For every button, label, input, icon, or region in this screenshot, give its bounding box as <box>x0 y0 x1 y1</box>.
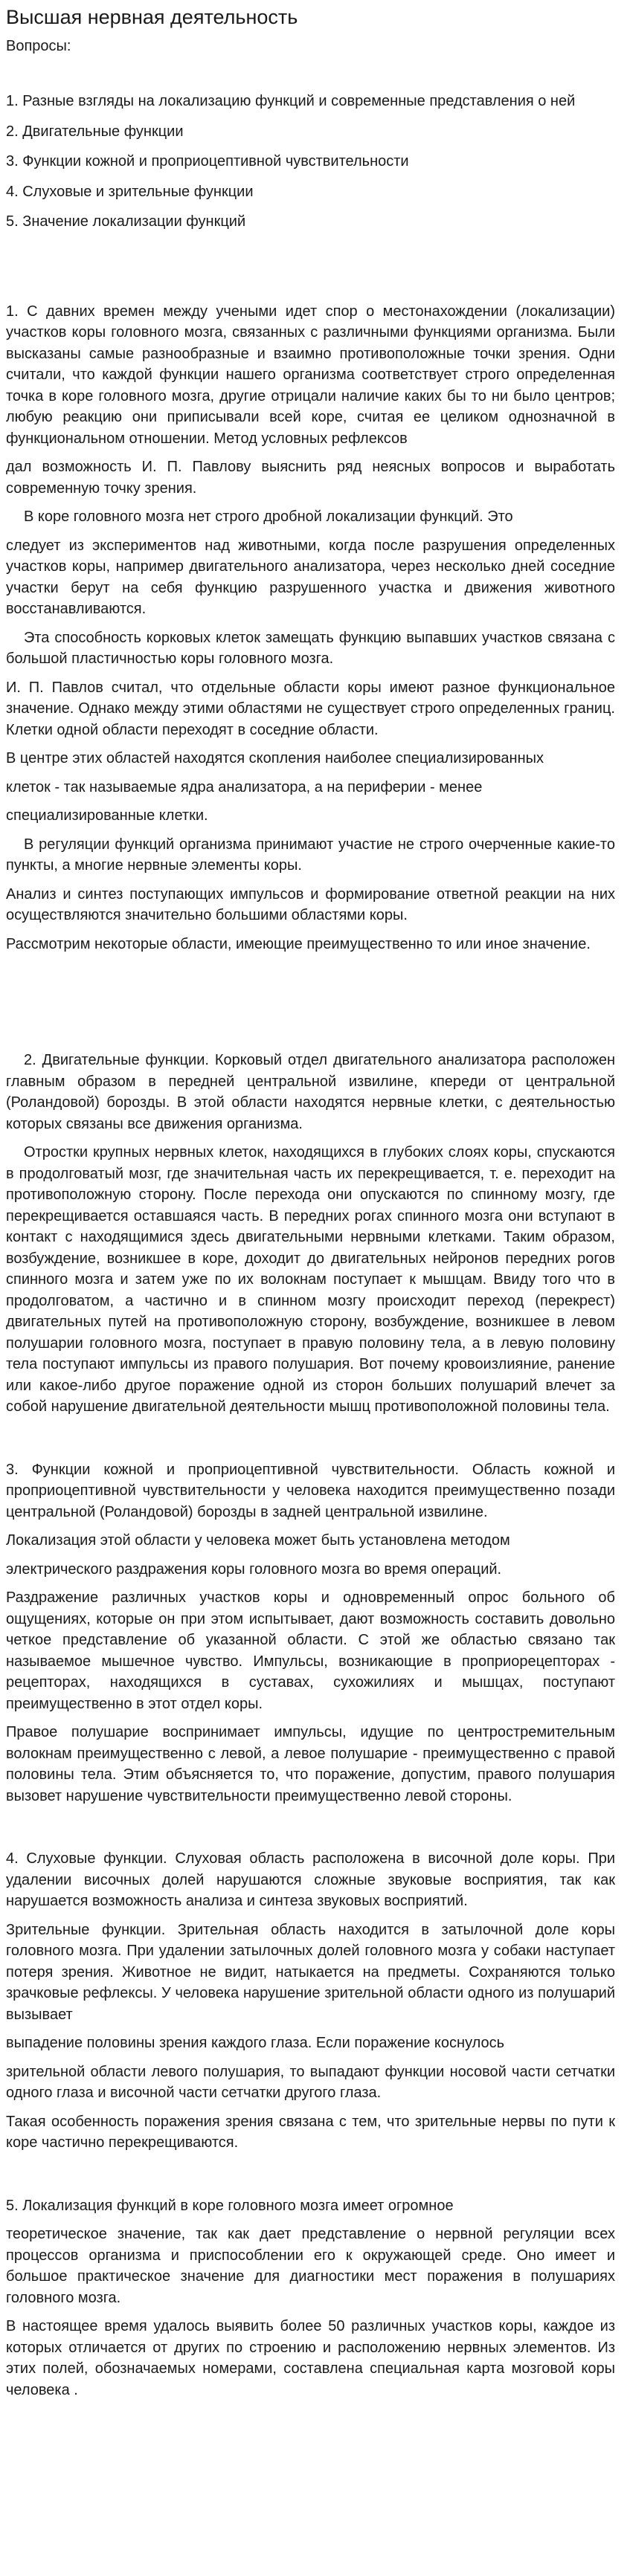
section-motor-functions <box>6 1050 615 1418</box>
spacer <box>6 1814 615 1848</box>
page-title: Высшая нервная деятельность <box>6 6 298 28</box>
paragraph: специализированные клетки. <box>6 807 208 824</box>
question-item: 3. Функции кожной и проприоцептивной чувствительности <box>6 153 409 170</box>
paragraph: теоретическое значение, так как дает представление о нервной регуляции всех процессов организма и приспособлении его к окружающей среде. Оно имеет и большое практическое значение для диагностики мест поражения в полушариях головного мозга. <box>6 2226 615 2306</box>
section-localization-views <box>6 301 615 955</box>
paragraph: В регуляции функций организма принимают участие не строго очерченные какие-то пункты, а многие нервные элементы коры. <box>6 836 615 874</box>
paragraph: 2. Двигательные функции. Корковый отдел двигательного анализатора расположен главным образом в передней центральной извилине, кпереди от центральной (Роландовой) борозды. В этой области находятся нервные клетки, с деятельностью которых связаны все движения организма. <box>6 1052 615 1132</box>
paragraph: выпадение половины зрения каждого глаза. Если поражение коснулось <box>6 2035 505 2051</box>
paragraph: Анализ и синтез поступающих импульсов и формирование ответной реакции на них осуществляются значительно большими областями коры. <box>6 885 615 923</box>
section-auditory-visual <box>6 1848 615 2154</box>
question-item: 1. Разные взгляды на локализацию функций и современные представления о ней <box>6 93 576 109</box>
question-item: 4. Слуховые и зрительные функции <box>6 183 254 200</box>
paragraph: В настоящее время удалось выявить более 50 различных участков коры, каждое из которых отличается от других по строению и расположению нервных элементов. Из этих полей, обозначаемых номерами, составлена специальная карта мозговой коры человека . <box>6 2318 615 2398</box>
paragraph: электрического раздражения коры головного мозга во время операций. <box>6 1560 502 1578</box>
paragraph: Эта способность корковых клеток замещать функцию выпавших участков связана с большой пластичностью коры головного мозга. <box>6 629 615 667</box>
questions-heading: Вопросы: <box>6 38 71 54</box>
spacer <box>6 2161 615 2195</box>
paragraph: 1. С давних времен между учеными идет спор о местонахождении (локализации) участков коры головного мозга, связанных с различными функциями организма. Были высказаны самые разнообразные и взаимно противоположные точки зрения. Одни считали, что каждой функции нашего организма соответствует строго определенная точка в коре головного мозга, другие отрицали наличие каких бы то ни было центров; любую реакцию они приписывали всей коре, считая ее целиком однозначной в функциональном отношении. Метод условных рефлексов <box>6 303 615 447</box>
section-skin-sensitivity <box>6 1459 615 1807</box>
paragraph: В коре головного мозга нет строго дробной локализации функций. Это <box>24 509 513 525</box>
question-item: 5. Значение локализации функций <box>6 213 246 230</box>
paragraph: клеток - так называемые ядра анализатора, а на периферии - менее <box>6 778 483 795</box>
section-localization-significance <box>6 2195 615 2401</box>
paragraph: 3. Функции кожной и проприоцептивной чувствительности. Область кожной и проприоцептивной чувствительности у человека находится преимущественно позади центральной (Роландовой) борозды в задней центральной извилине. <box>6 1461 615 1520</box>
paragraph: И. П. Павлов считал, что отдельные области коры имеют разное функциональное значение. Однако между этими областями не существует строго определенных границ. Клетки одной области переходят в соседние области. <box>6 679 615 738</box>
paragraph: Зрительные функции. Зрительная область находится в затылочной доле коры головного мозга. При удалении затылочных долей головного мозга у собаки наступает потеря зрения. Животное не видит, натыкается на предметы. Сохраняются только зрачковые рефлексы. У человека нарушение зрительной области одного из полушарий вызывает <box>6 1921 615 2023</box>
spacer <box>6 962 615 1050</box>
paragraph: следует из экспериментов над животными, когда после разрушения определенных участков коры, например двигательного анализатора, через несколько дней соседние участки берут на себя функцию разрушенного участка и движения животного восстанавливаются. <box>6 537 615 617</box>
paragraph: Рассмотрим некоторые области, имеющие преимущественно то или иное значение. <box>6 935 591 952</box>
spacer <box>6 1425 615 1459</box>
paragraph: В центре этих областей находятся скопления наиболее специализированных <box>6 750 544 766</box>
paragraph: Отростки крупных нервных клеток, находящихся в глубоких слоях коры, спускаются в продолговатый мозг, где значительная часть их перекрещивается, т. е. переходит на противоположную сторону. После перехода они опускаются по спинному мозгу, где перекрещивается оставшаяся часть. В передних рогах спинного мозга они вступают в контакт с находящимися здесь двигательными нервными клетками. Таким образом, возбуждение, возникшее в коре, доходит до двигательных нейронов передних рогов спинного мозга и затем уже по их волокнам поступает к мышцам. Ввиду того что в продолговатом, а частично и в спинном мозгу происходит переход (перекрест) двигательных путей на противоположную сторону, возбуждение, возникшее в левом полушарии головного мозга, поступает в правую половину тела, а в левую половину тела поступают импульсы из правого полушария. Вот почему кровоизлияние, ранение или какое-либо другое поражение одной из сторон больших полушарий влечет за собой нарушение двигательной деятельности мышц противоположной половины тела. <box>6 1144 615 1415</box>
questions-list <box>6 91 615 233</box>
paragraph: Раздражение различных участков коры и одновременный опрос больного об ощущениях, которые он при этом испытывает, дают возможность составить довольно четкое представление об указанной области. С этой же областью связано так называемое мышечное чувство. Импульсы, возникающие в проприорецепторах - рецепторах, находящихся в суставах, сухожилиях и мышцах, поступают преимущественно в этот отдел коры. <box>6 1589 615 1712</box>
paragraph: Локализация этой области у человека может быть установлена методом <box>6 1532 510 1549</box>
question-item: 2. Двигательные функции <box>6 123 184 140</box>
paragraph: зрительной области левого полушария, то выпадают функции носовой части сетчатки одного глаза и височной части сетчатки другого глаза. <box>6 2063 615 2101</box>
paragraph: 4. Слуховые функции. Слуховая область расположена в височной доле коры. При удалении височных долей нарушаются сложные звуковые восприятия, так как нарушается возможность анализа и синтеза звуковых восприятий. <box>6 1850 615 1909</box>
paragraph: Правое полушарие воспринимает импульсы, идущие по центростремительным волокнам преимущественно с левой, а левое полушарие - преимущественно с правой половины тела. Этим объясняется то, что поражение, допустим, правого полушария вызовет нарушение чувствительности преимущественно левой стороны. <box>6 1724 615 1804</box>
paragraph: Такая особенность поражения зрения связана с тем, что зрительные нервы по пути к коре частично перекрещиваются. <box>6 2113 615 2151</box>
paragraph: 5. Локализация функций в коре головного мозга имеет огромное <box>6 2197 454 2214</box>
paragraph: дал возможность И. П. Павлову выяснить ряд неясных вопросов и выработать современную точку зрения. <box>6 459 615 497</box>
